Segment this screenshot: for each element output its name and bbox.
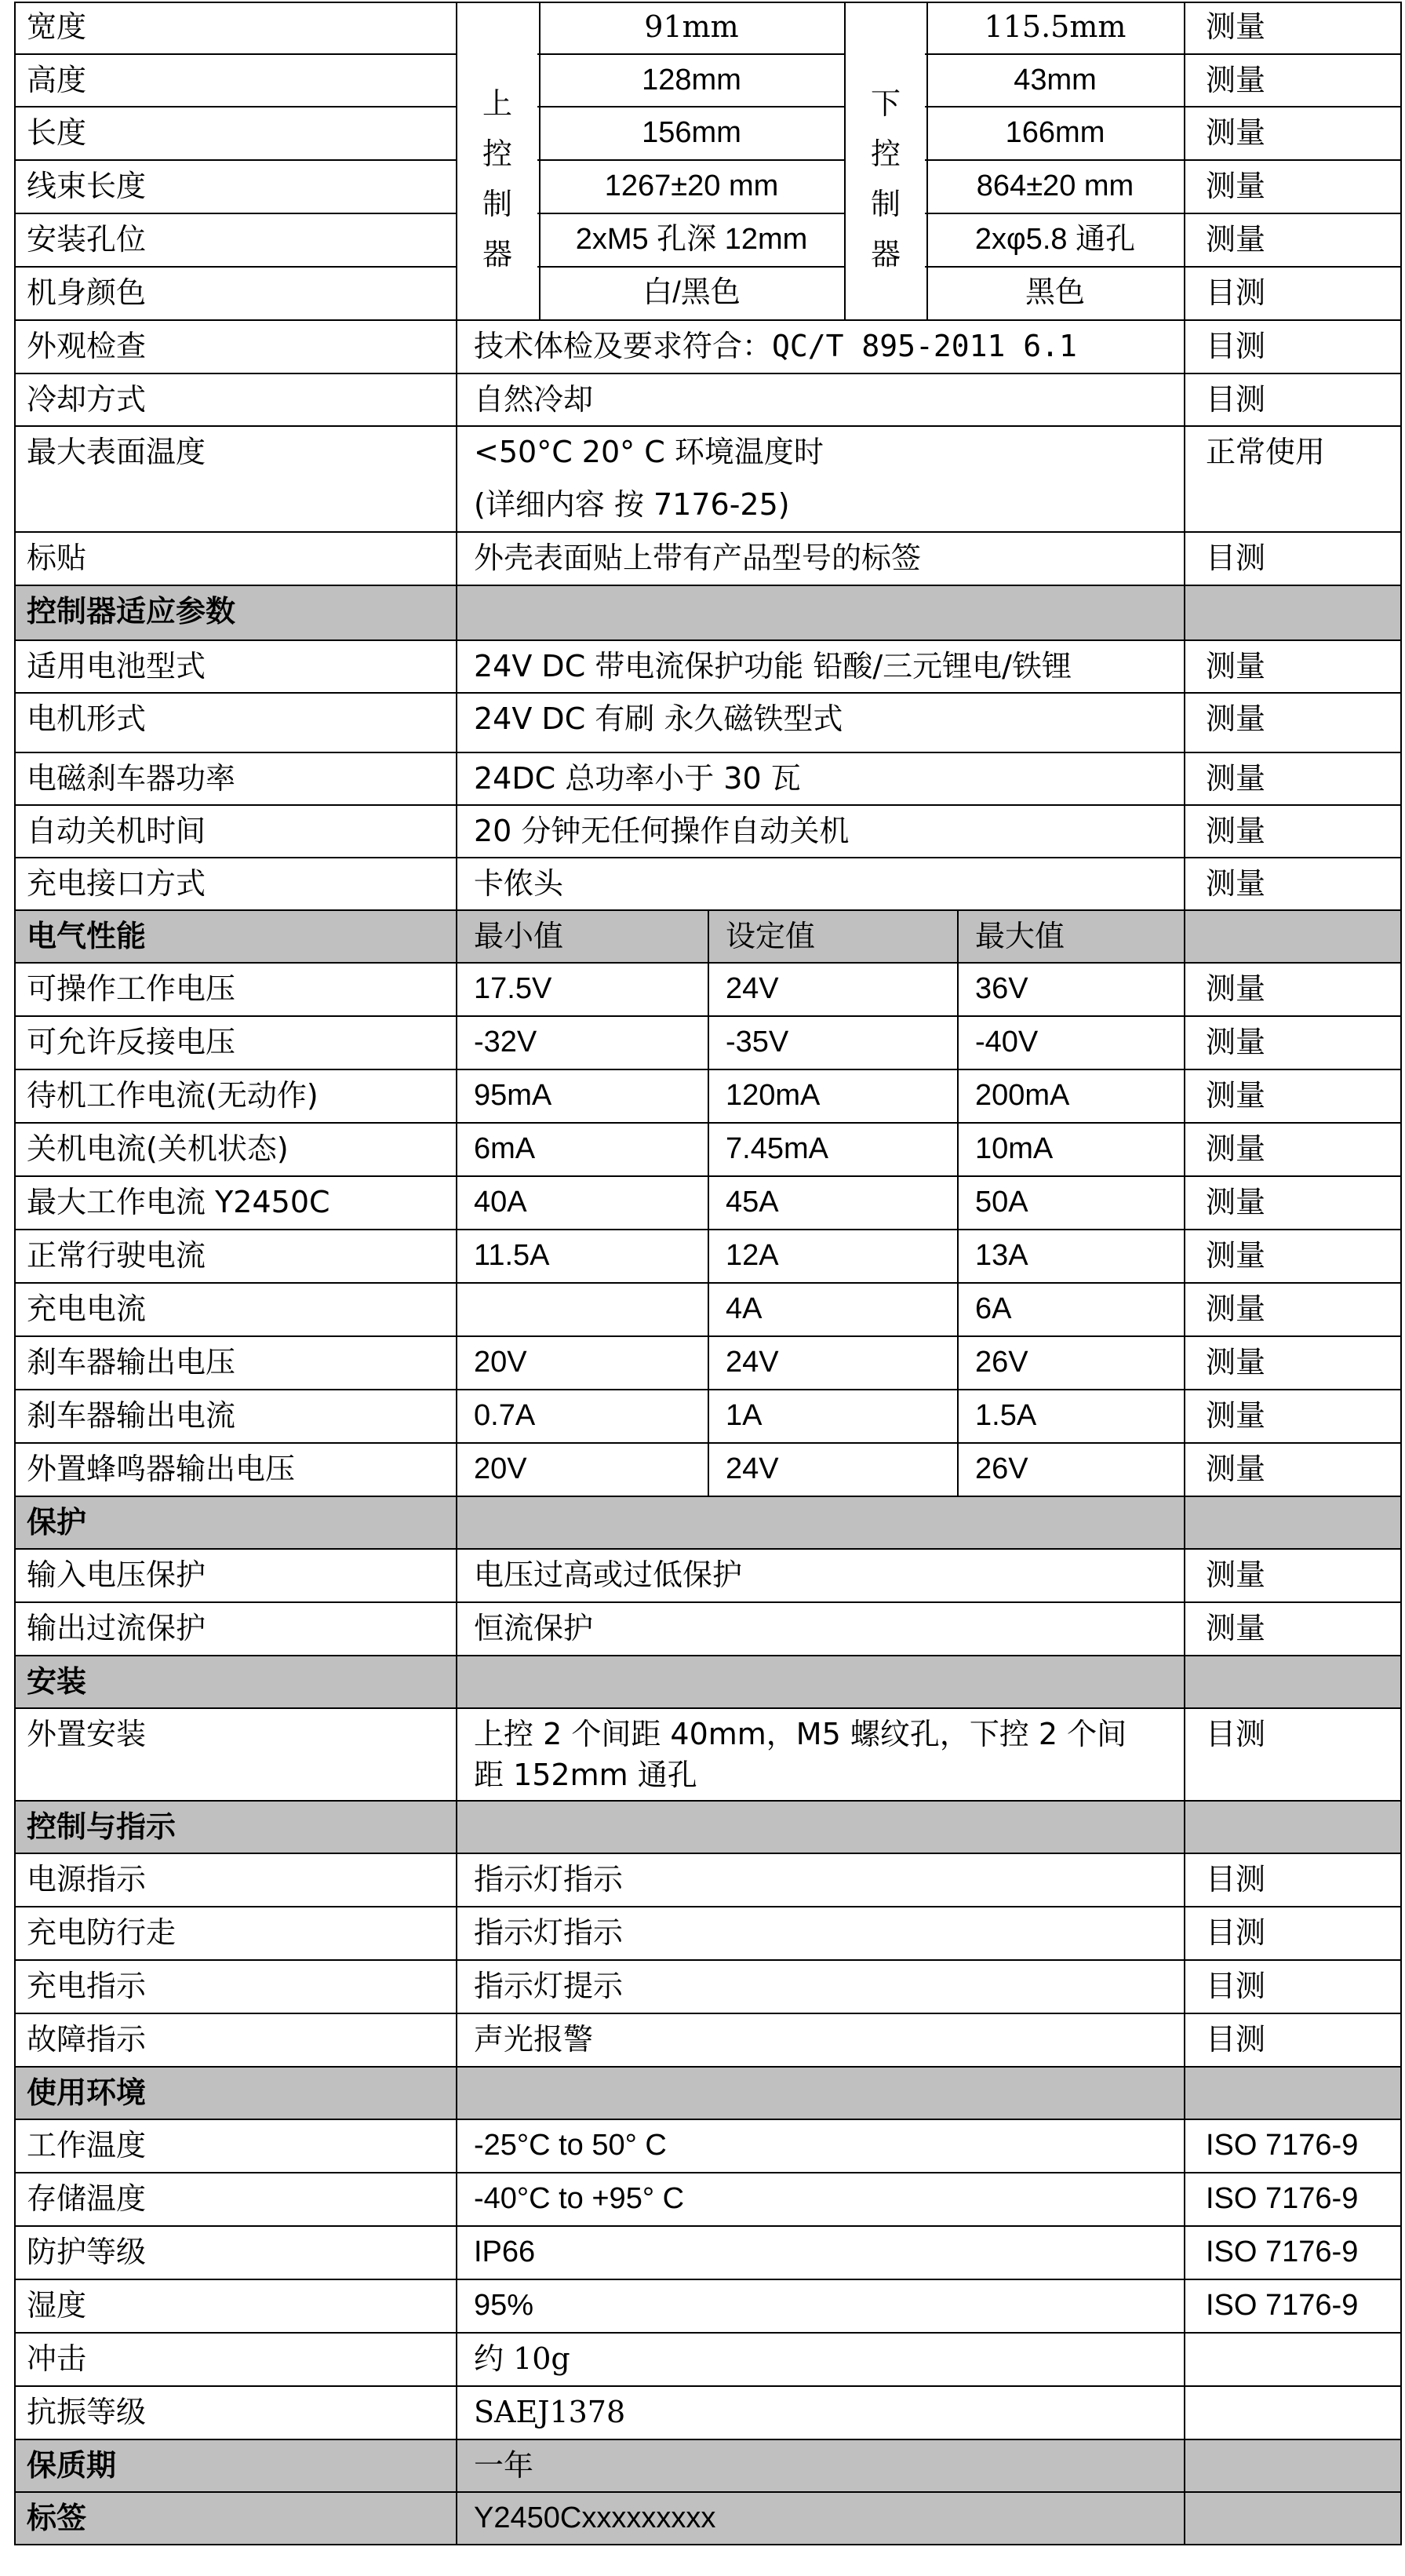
- set-value: 120mA: [726, 1079, 821, 1112]
- method-value: 测量: [1206, 1611, 1266, 1645]
- min-value: 95mA: [474, 1079, 552, 1112]
- row-label: 关机电流(关机状态): [27, 1131, 289, 1166]
- value-text: -25°C to 50° C: [474, 2129, 667, 2162]
- upper-value: 1267±20 mm: [604, 169, 779, 202]
- grid-line: [14, 2385, 1402, 2387]
- upper-value: 2xM5 孔深 12mm: [575, 223, 808, 256]
- lower-controller-label-char: 制: [870, 187, 901, 221]
- method-value: 测量: [1206, 814, 1266, 848]
- max-value: 26V: [975, 1452, 1028, 1485]
- grid-line: [14, 1853, 1402, 1854]
- row-label: 外置安装: [27, 1717, 147, 1751]
- row-label: 宽度: [27, 9, 87, 44]
- row-label: 充电防行走: [27, 1915, 177, 1950]
- row-label: 机身颜色: [27, 275, 147, 310]
- value-text: 恒流保护: [474, 1611, 594, 1645]
- row-label: 输出过流保护: [27, 1611, 206, 1645]
- grid-line: [957, 909, 959, 1497]
- max-value: -40V: [975, 1026, 1039, 1058]
- max-value: 13A: [975, 1239, 1028, 1272]
- method-value: 测量: [1206, 866, 1266, 901]
- row-label: 刹车器输出电流: [27, 1398, 236, 1433]
- lower-value: 115.5mm: [984, 9, 1127, 44]
- section-title: 控制器适应参数: [27, 594, 236, 629]
- method-value: 正常使用: [1206, 435, 1326, 469]
- row-label: 最大工作电流 Y2450C: [27, 1185, 330, 1219]
- grid-line: [539, 2, 541, 321]
- row-label: 输入电压保护: [27, 1558, 206, 1592]
- value-text: 电压过高或过低保护: [474, 1558, 743, 1592]
- grid-line: [14, 2013, 1402, 2014]
- row-label: 线束长度: [27, 169, 147, 203]
- method-value: 测量: [1206, 63, 1266, 97]
- grid-line: [14, 2544, 1402, 2545]
- grid-line: [14, 1959, 1402, 1961]
- grid-line: [926, 2, 928, 321]
- set-value: 4A: [726, 1292, 763, 1325]
- row-label: 刹车器输出电压: [27, 1345, 236, 1379]
- grid-line: [1400, 2, 1402, 2545]
- min-value: 17.5V: [474, 972, 552, 1005]
- grid-line: [14, 1707, 1402, 1709]
- row-label: 外观检查: [27, 329, 147, 363]
- row-label: 防护等级: [27, 2235, 147, 2269]
- lower-value: 864±20 mm: [976, 169, 1134, 202]
- col-header-set: 设定值: [726, 919, 816, 953]
- grid-line: [14, 319, 1402, 321]
- section-title: 使用环境: [27, 2075, 147, 2110]
- method-value: 目测: [1206, 275, 1266, 310]
- row-label: 湿度: [27, 2288, 87, 2323]
- method-value: 测量: [1206, 1238, 1266, 1273]
- section-shade: [16, 2440, 1400, 2491]
- method-value: ISO 7176-9: [1206, 2235, 1359, 2268]
- grid-line: [14, 425, 1402, 427]
- section-shade: [16, 1656, 1400, 1707]
- row-label: 标贴: [27, 541, 87, 575]
- lower-controller-label-char: 控: [870, 137, 901, 171]
- grid-line: [14, 266, 1402, 268]
- min-value: 40A: [474, 1186, 527, 1219]
- row-label: 待机工作电流(无动作): [27, 1078, 318, 1113]
- row-label: 高度: [27, 63, 87, 97]
- method-value: 测量: [1206, 1131, 1266, 1166]
- method-value: 测量: [1206, 222, 1266, 257]
- row-label: 充电指示: [27, 1969, 147, 2003]
- method-value: 测量: [1206, 761, 1266, 796]
- upper-value: 白/黑色: [642, 276, 741, 309]
- grid-line: [14, 2, 1402, 3]
- upper-controller-label-char: 上: [482, 86, 512, 121]
- method-value: 测量: [1206, 649, 1266, 683]
- grid-line: [14, 2279, 1402, 2280]
- method-value: 测量: [1206, 1398, 1266, 1433]
- value-text: 指示灯指示: [474, 1915, 624, 1950]
- value-text: 自然冷却: [474, 382, 594, 417]
- grid-line: [14, 159, 1402, 161]
- row-label: 充电接口方式: [27, 866, 206, 901]
- grid-line: [14, 2, 16, 2545]
- row-label: 最大表面温度: [27, 435, 206, 469]
- grid-line: [14, 1548, 1402, 1550]
- section-title: 保质期: [27, 2448, 117, 2483]
- grid-line: [14, 2119, 1402, 2120]
- value-text: <50°C 20° C 环境温度时: [474, 435, 824, 469]
- section-shade: [16, 1802, 1400, 1853]
- min-value: 11.5A: [474, 1239, 550, 1272]
- grid-line: [14, 804, 1402, 806]
- method-value: 测量: [1206, 1452, 1266, 1486]
- max-value: 6A: [975, 1292, 1012, 1325]
- value-text: -40°C to +95° C: [474, 2182, 685, 2215]
- method-value: 测量: [1206, 1185, 1266, 1219]
- value-text: 一年: [474, 2448, 534, 2483]
- upper-controller-label: [474, 78, 521, 279]
- row-label: 电磁刹车器功率: [27, 761, 236, 796]
- method-value: 测量: [1206, 169, 1266, 203]
- value-text: IP66: [474, 2235, 536, 2268]
- method-value: 目测: [1206, 2022, 1266, 2057]
- value-text: 外壳表面贴上带有产品型号的标签: [474, 541, 922, 575]
- max-value: 36V: [975, 972, 1028, 1005]
- lower-value: 黑色: [1025, 276, 1085, 309]
- method-value: 目测: [1206, 1862, 1266, 1896]
- lower-value: 43mm: [1014, 64, 1097, 97]
- grid-line: [14, 2225, 1402, 2227]
- method-value: 目测: [1206, 1717, 1266, 1751]
- max-value: 200mA: [975, 1079, 1070, 1112]
- row-label: 存储温度: [27, 2181, 147, 2216]
- value-text: 上控 2 个间距 40mm，M5 螺纹孔，下控 2 个间: [474, 1717, 1127, 1751]
- row-label: 适用电池型式: [27, 649, 206, 683]
- value-text: 约 10g: [474, 2341, 570, 2376]
- max-value: 1.5A: [975, 1399, 1037, 1432]
- method-value: 测量: [1206, 971, 1266, 1006]
- value-text: SAEJ1378: [474, 2395, 626, 2429]
- max-value: 26V: [975, 1346, 1028, 1379]
- value-text: 技术体检及要求符合：QC/T 895-2011 6.1: [474, 329, 1077, 363]
- grid-line: [14, 1601, 1402, 1603]
- method-value: 测量: [1206, 1345, 1266, 1379]
- grid-line: [14, 106, 1402, 107]
- row-label: 正常行驶电流: [27, 1238, 206, 1273]
- grid-line: [14, 857, 1402, 858]
- value-text: 24V DC 带电流保护功能 铅酸/三元锂电/铁锂: [474, 649, 1072, 683]
- grid-line: [708, 909, 709, 1497]
- min-value: 0.7A: [474, 1399, 536, 1432]
- value-text: 指示灯提示: [474, 1969, 624, 2003]
- lower-controller-label: [862, 78, 909, 279]
- lower-value: 2xφ5.8 通孔: [974, 223, 1136, 256]
- method-value: 目测: [1206, 541, 1266, 575]
- section-title: 保护: [27, 1505, 87, 1539]
- grid-line: [14, 531, 1402, 533]
- section-title: 标签: [27, 2501, 87, 2535]
- set-value: 24V: [726, 1452, 779, 1485]
- row-label: 安装孔位: [27, 222, 147, 257]
- value-text-2: (详细内容 按 7176-25): [474, 487, 790, 522]
- row-label: 工作温度: [27, 2128, 147, 2162]
- row-label: 电机形式: [27, 701, 147, 736]
- grid-line: [456, 2, 457, 2545]
- row-label: 长度: [27, 115, 87, 150]
- value-text: 指示灯指示: [474, 1862, 624, 1896]
- value-text: 24DC 总功率小于 30 瓦: [474, 761, 801, 796]
- row-label: 抗振等级: [27, 2395, 147, 2429]
- method-value: 测量: [1206, 9, 1266, 44]
- value-text: 24V DC 有刷 永久磁铁型式: [474, 701, 843, 736]
- value-text-2: 距 152mm 通孔: [474, 1758, 697, 1792]
- grid-line: [14, 213, 1402, 214]
- col-header-min: 最小值: [474, 919, 564, 953]
- grid-line: [14, 2332, 1402, 2334]
- method-value: ISO 7176-9: [1206, 2129, 1359, 2162]
- section-shade: [16, 1497, 1400, 1548]
- row-label: 故障指示: [27, 2022, 147, 2057]
- min-value: 6mA: [474, 1132, 536, 1165]
- grid-line: [14, 692, 1402, 694]
- method-value: 目测: [1206, 382, 1266, 417]
- lower-controller-label-char: 器: [870, 237, 901, 271]
- lower-controller-label-char: 下: [870, 86, 901, 121]
- section-title: 电气性能: [27, 919, 147, 953]
- set-value: 24V: [726, 1346, 779, 1379]
- set-value: 1A: [726, 1399, 763, 1432]
- col-header-max: 最大值: [975, 919, 1065, 953]
- min-value: 20V: [474, 1346, 527, 1379]
- value-text: 95%: [474, 2289, 534, 2322]
- set-value: 12A: [726, 1239, 779, 1272]
- upper-value: 128mm: [642, 64, 741, 97]
- lower-value: 166mm: [1005, 116, 1105, 149]
- row-label: 可允许反接电压: [27, 1025, 236, 1059]
- row-label: 自动关机时间: [27, 814, 206, 848]
- upper-controller-label-char: 控: [482, 137, 512, 171]
- section-title: 控制与指示: [27, 1809, 177, 1844]
- grid-line: [14, 373, 1402, 374]
- min-value: -32V: [474, 1026, 537, 1058]
- upper-value: 91mm: [644, 9, 739, 44]
- upper-value: 156mm: [642, 116, 741, 149]
- grid-line: [14, 752, 1402, 753]
- method-value: ISO 7176-9: [1206, 2182, 1359, 2215]
- method-value: 目测: [1206, 329, 1266, 363]
- row-label: 冷却方式: [27, 382, 147, 417]
- upper-controller-label-char: 制: [482, 187, 512, 221]
- row-label: 充电电流: [27, 1292, 147, 1326]
- row-label: 可操作工作电压: [27, 971, 236, 1006]
- value-text: 卡侬头: [474, 866, 564, 901]
- value-text: 20 分钟无任何操作自动关机: [474, 814, 850, 848]
- method-value: 测量: [1206, 115, 1266, 150]
- grid-line: [14, 639, 1402, 641]
- min-value: 20V: [474, 1452, 527, 1485]
- method-value: ISO 7176-9: [1206, 2289, 1359, 2322]
- set-value: 24V: [726, 972, 779, 1005]
- value-text: 声光报警: [474, 2022, 594, 2057]
- row-label: 冲击: [27, 2341, 87, 2376]
- section-title: 安装: [27, 1664, 87, 1699]
- method-value: 目测: [1206, 1915, 1266, 1950]
- grid-line: [1184, 2, 1185, 2545]
- section-shade: [16, 2068, 1400, 2119]
- method-value: 测量: [1206, 1558, 1266, 1592]
- method-value: 目测: [1206, 1969, 1266, 2003]
- set-value: 45A: [726, 1186, 779, 1219]
- set-value: 7.45mA: [726, 1132, 828, 1165]
- method-value: 测量: [1206, 1025, 1266, 1059]
- grid-line: [844, 2, 846, 321]
- method-value: 测量: [1206, 1292, 1266, 1326]
- row-label: 电源指示: [27, 1862, 147, 1896]
- method-value: 测量: [1206, 701, 1266, 736]
- upper-controller-label-char: 器: [482, 237, 512, 271]
- grid-line: [14, 53, 1402, 55]
- grid-line: [14, 2172, 1402, 2173]
- value-text: Y2450Cxxxxxxxxx: [474, 2501, 716, 2534]
- grid-line: [14, 1906, 1402, 1907]
- set-value: -35V: [726, 1026, 789, 1058]
- max-value: 50A: [975, 1186, 1028, 1219]
- max-value: 10mA: [975, 1132, 1054, 1165]
- row-label: 外置蜂鸣器输出电压: [27, 1452, 296, 1486]
- method-value: 测量: [1206, 1078, 1266, 1113]
